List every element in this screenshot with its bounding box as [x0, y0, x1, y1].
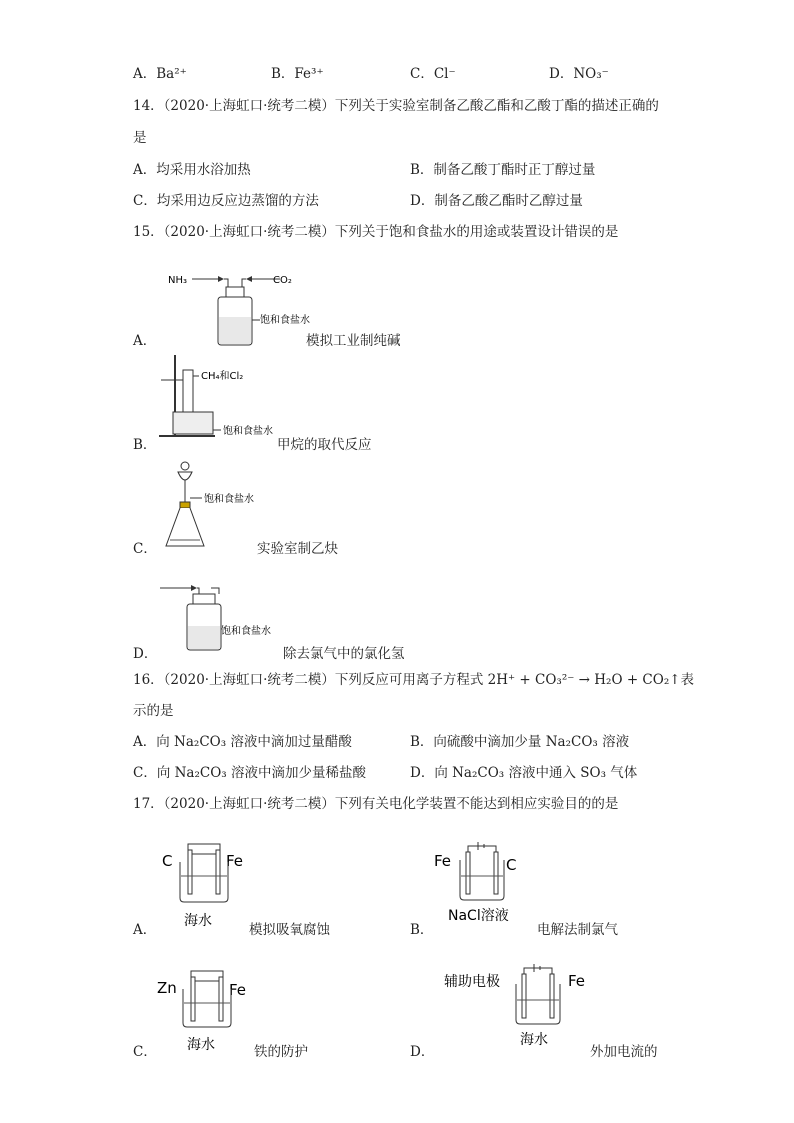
- electrode-left: Zn: [157, 979, 177, 997]
- q17-option-d-letter: D．: [410, 1044, 435, 1060]
- liquid-label: 饱和食盐水: [204, 494, 254, 505]
- gas-washing-bottle-figure-a: [160, 265, 320, 350]
- q13-option-c: C．Cl⁻: [410, 66, 456, 82]
- q17-option-d-caption: 外加电流的: [590, 1044, 658, 1060]
- liquid-label: 饱和食盐水: [221, 626, 271, 637]
- q16-option-b: B．向硫酸中滴加少量 Na₂CO₃ 溶液: [410, 734, 630, 750]
- q17-option-c-letter: C．: [133, 1044, 157, 1060]
- gas-washing-bottle-figure-d: [155, 582, 295, 652]
- q16-option-a: A．向 Na₂CO₃ 溶液中滴加过量醋酸: [133, 734, 352, 750]
- solution-label: 海水: [184, 913, 212, 929]
- q15-option-b-caption: 甲烷的取代反应: [277, 437, 372, 453]
- q17-option-b-caption: 电解法制氯气: [537, 922, 618, 938]
- liquid-label: 饱和食盐水: [223, 426, 273, 437]
- q17-option-c-caption: 铁的防护: [254, 1044, 308, 1060]
- q16-option-d: D．向 Na₂CO₃ 溶液中通入 SO₃ 气体: [410, 765, 638, 781]
- q14-option-b: B．制备乙酸丁酯时正丁醇过量: [410, 162, 596, 178]
- q14-option-d: D．制备乙酸乙酯时乙醇过量: [410, 193, 583, 209]
- q13-option-b: B．Fe³⁺: [271, 66, 324, 82]
- q17-option-a-letter: A．: [133, 922, 157, 938]
- electrode-right: Fe: [226, 852, 244, 870]
- acetylene-flask-figure: [160, 458, 280, 553]
- q14-option-a: A．均采用水浴加热: [133, 162, 251, 178]
- electrode-left: Fe: [434, 852, 452, 870]
- solution-label: 海水: [520, 1032, 548, 1048]
- q16-stem-cont: 示的是: [133, 703, 174, 719]
- q13-option-d: D．NO₃⁻: [549, 66, 609, 82]
- q13-option-a: A．Ba²⁺: [133, 66, 187, 82]
- liquid-label: 饱和食盐水: [260, 315, 310, 326]
- q15-option-d-caption: 除去氯气中的氯化氢: [283, 646, 405, 662]
- q17-option-b-letter: B．: [410, 922, 434, 938]
- q16-option-c: C．向 Na₂CO₃ 溶液中滴加少量稀盐酸: [133, 765, 366, 781]
- electrode-left: C: [162, 852, 173, 870]
- q14-stem: 14．（2020·上海虹口·统考二模）下列关于实验室制备乙酸乙酯和乙酸丁酯的描述正确的: [133, 98, 659, 114]
- electrode-right: Fe: [229, 981, 247, 999]
- q17-option-a-caption: 模拟吸氧腐蚀: [249, 922, 330, 938]
- q17-stem: 17．（2020·上海虹口·统考二模）下列有关电化学装置不能达到相应实验目的的是: [133, 796, 619, 812]
- nh3-label: NH₃: [168, 275, 188, 286]
- methane-substitution-figure: [155, 350, 295, 445]
- q14-stem-cont: 是: [133, 130, 147, 146]
- electrode-right: Fe: [568, 972, 586, 990]
- q15-stem: 15．（2020·上海虹口·统考二模）下列关于饱和食盐水的用途或装置设计错误的是: [133, 224, 619, 240]
- corrosion-cell-figure-a: [160, 840, 270, 930]
- q15-option-a-caption: 模拟工业制纯碱: [306, 333, 401, 349]
- q15-option-c-letter: C．: [133, 541, 157, 557]
- solution-label: NaCl溶液: [448, 908, 509, 924]
- q15-option-b-letter: B．: [133, 437, 157, 453]
- q14-option-c: C．均采用边反应边蒸馏的方法: [133, 193, 319, 209]
- q15-option-d-letter: D．: [133, 646, 158, 662]
- gas-label: CH₄和Cl₂: [201, 371, 244, 382]
- electrolysis-cell-figure-b: [432, 838, 542, 928]
- q15-option-a-letter: A．: [133, 333, 157, 349]
- q15-option-c-caption: 实验室制乙炔: [257, 541, 338, 557]
- impressed-current-figure-d: [440, 960, 590, 1050]
- co2-label: CO₂: [273, 275, 292, 286]
- corrosion-cell-figure-c: [155, 965, 265, 1055]
- electrode-left: 辅助电极: [444, 974, 500, 990]
- q16-stem: 16．（2020·上海虹口·统考二模）下列反应可用离子方程式 2H⁺ + CO₃²⁻ → H₂O + CO₂↑表: [133, 672, 695, 688]
- solution-label: 海水: [187, 1037, 215, 1053]
- electrode-right: C: [506, 856, 517, 874]
